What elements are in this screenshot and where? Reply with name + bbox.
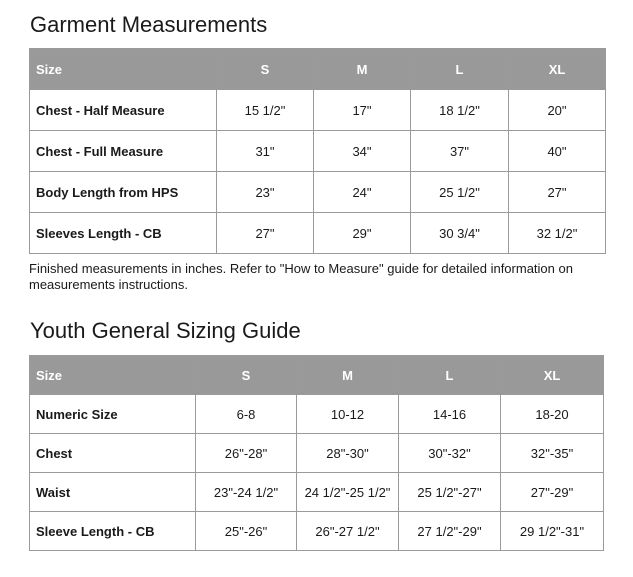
table-cell: 24" bbox=[314, 172, 411, 213]
row-label: Chest bbox=[30, 434, 196, 473]
table-cell: 17" bbox=[314, 90, 411, 131]
row-label: Waist bbox=[30, 473, 196, 512]
table-header-row bbox=[30, 49, 606, 90]
table-cell: 23" bbox=[217, 172, 314, 213]
column-header-xl: XL bbox=[509, 49, 606, 90]
column-header-s: S bbox=[217, 49, 314, 90]
row-label: Chest - Half Measure bbox=[30, 90, 217, 131]
table-cell: 29 1/2"-31" bbox=[501, 512, 604, 551]
column-header-size: Size bbox=[30, 49, 217, 90]
table-cell: 25 1/2"-27" bbox=[399, 473, 501, 512]
table-cell: 27" bbox=[217, 213, 314, 254]
table-row bbox=[30, 213, 606, 254]
table-cell: 30 3/4" bbox=[411, 213, 509, 254]
column-header-m: M bbox=[314, 49, 411, 90]
table-cell: 27" bbox=[509, 172, 606, 213]
table-cell: 31" bbox=[217, 131, 314, 172]
column-header-l: L bbox=[399, 356, 501, 395]
table-cell: 37" bbox=[411, 131, 509, 172]
table-cell: 32 1/2" bbox=[509, 213, 606, 254]
table-cell: 27"-29" bbox=[501, 473, 604, 512]
table-cell: 34" bbox=[314, 131, 411, 172]
column-header-l: L bbox=[411, 49, 509, 90]
table-row bbox=[30, 512, 604, 551]
table-cell: 30"-32" bbox=[399, 434, 501, 473]
youth-sizing-guide-title: Youth General Sizing Guide bbox=[30, 318, 301, 343]
table-cell: 28"-30" bbox=[297, 434, 399, 473]
table-cell: 6-8 bbox=[196, 395, 297, 434]
table-row bbox=[30, 131, 606, 172]
column-header-size: Size bbox=[30, 356, 196, 395]
measurement-note: Finished measurements in inches. Refer to "How to Measure" guide for detailed information on measurements instructions. bbox=[29, 261, 573, 292]
row-label: Sleeve Length - CB bbox=[30, 512, 196, 551]
table-cell: 25"-26" bbox=[196, 512, 297, 551]
table-header-row bbox=[30, 356, 604, 395]
row-label: Chest - Full Measure bbox=[30, 131, 217, 172]
table-cell: 29" bbox=[314, 213, 411, 254]
row-label: Numeric Size bbox=[30, 395, 196, 434]
garment-measurements-table bbox=[29, 48, 606, 254]
table-cell: 26"-28" bbox=[196, 434, 297, 473]
table-cell: 23"-24 1/2" bbox=[196, 473, 297, 512]
column-header-m: M bbox=[297, 356, 399, 395]
column-header-s: S bbox=[196, 356, 297, 395]
row-label: Body Length from HPS bbox=[30, 172, 217, 213]
table-cell: 27 1/2"-29" bbox=[399, 512, 501, 551]
garment-measurements-title: Garment Measurements bbox=[30, 12, 268, 37]
column-header-xl: XL bbox=[501, 356, 604, 395]
table-cell: 32"-35" bbox=[501, 434, 604, 473]
row-label: Sleeves Length - CB bbox=[30, 213, 217, 254]
table-row bbox=[30, 90, 606, 131]
table-cell: 26"-27 1/2" bbox=[297, 512, 399, 551]
table-cell: 24 1/2"-25 1/2" bbox=[297, 473, 399, 512]
table-cell: 18-20 bbox=[501, 395, 604, 434]
table-cell: 10-12 bbox=[297, 395, 399, 434]
table-row bbox=[30, 434, 604, 473]
table-row bbox=[30, 172, 606, 213]
table-row bbox=[30, 473, 604, 512]
table-cell: 40" bbox=[509, 131, 606, 172]
table-row bbox=[30, 395, 604, 434]
table-cell: 18 1/2" bbox=[411, 90, 509, 131]
table-cell: 15 1/2" bbox=[217, 90, 314, 131]
table-cell: 20" bbox=[509, 90, 606, 131]
table-cell: 25 1/2" bbox=[411, 172, 509, 213]
youth-sizing-table bbox=[29, 355, 604, 551]
table-cell: 14-16 bbox=[399, 395, 501, 434]
